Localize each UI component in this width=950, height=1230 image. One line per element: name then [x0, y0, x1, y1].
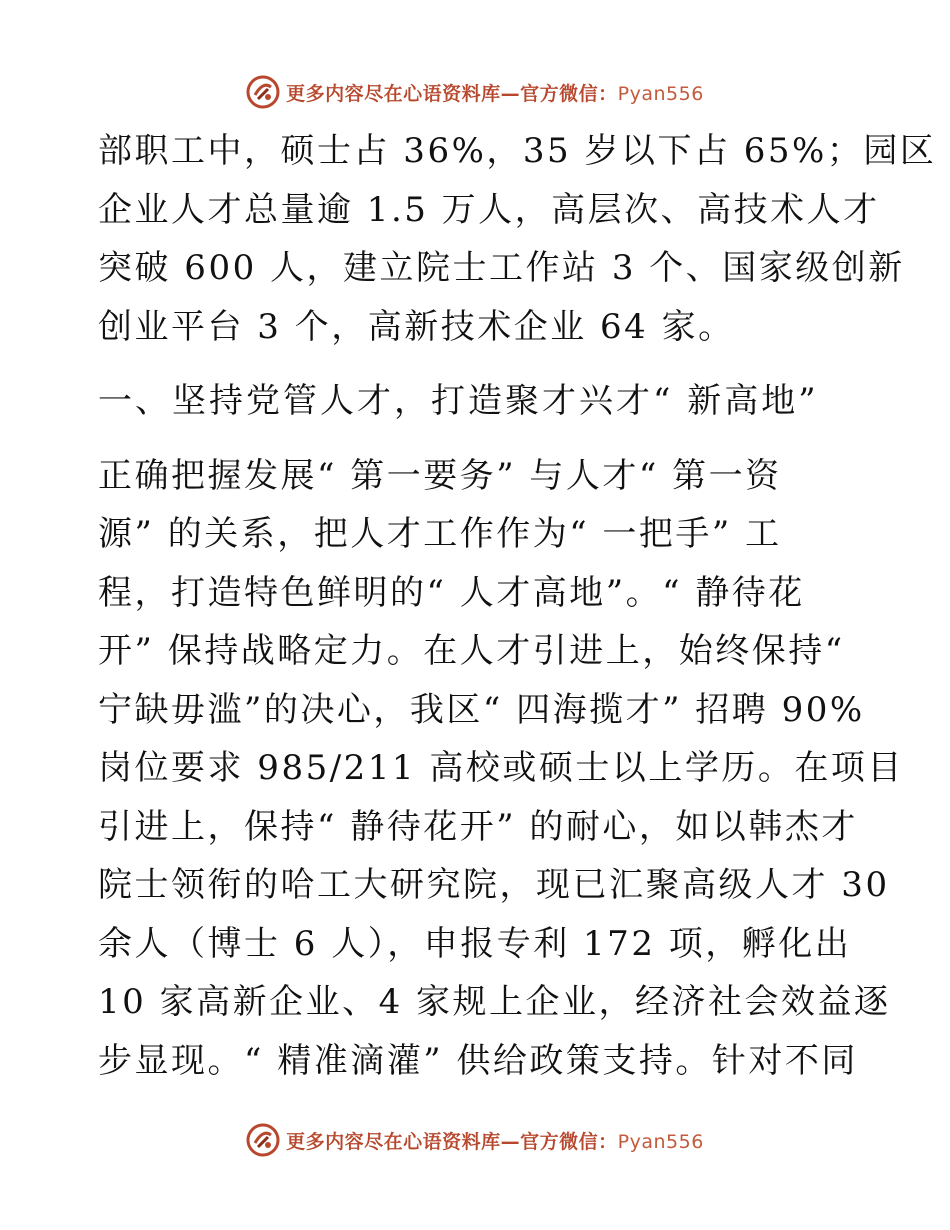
text-line: 源” 的关系，把人才工作作为“ 一把手” 工 [98, 514, 782, 554]
text-line: 突破 600 人，建立院士工作站 3 个、国家级创新 [98, 248, 905, 288]
text-line: 开” 保持战略定力。在人才引进上，始终保持“ [98, 631, 845, 671]
seal-logo-icon [246, 75, 280, 109]
text-line: 宁缺毋滥”的决心，我区“ 四海揽才” 招聘 90% [98, 689, 865, 730]
banner-main-text: 更多内容尽在心语资料库—官方微信： [286, 82, 618, 105]
text-line: 院士领衔的哈工大研究院，现已汇聚高级人才 30 [98, 865, 890, 905]
document-body [98, 122, 937, 1090]
text-line: 创业平台 3 个，高新技术企业 64 家。 [98, 306, 735, 347]
text-line: 引进上，保持“ 静待花开” 的耐心，如以韩杰才 [98, 806, 858, 847]
banner-text [286, 1127, 704, 1154]
footer-banner [0, 1120, 950, 1160]
text-line: 程，打造特色鲜明的“ 人才高地”。“ 静待花 [98, 572, 805, 613]
text-line: 余人（博士 6 人），申报专利 172 项，孵化出 [98, 923, 852, 964]
text-line: 步显现。“ 精准滴灌” 供给政策支持。针对不同 [98, 1040, 858, 1081]
text-line: 10 家高新企业、4 家规上企业，经济社会效益逐 [98, 982, 891, 1022]
banner-text [286, 79, 704, 106]
section-heading: 一、坚持党管人才，打造聚才兴才“ 新高地” [98, 381, 819, 421]
text-line: 企业人才总量逾 1.5 万人，高层次、高技术人才 [98, 189, 880, 230]
banner-wechat-id: Pyan556 [617, 82, 704, 105]
seal-logo-icon [246, 1123, 280, 1157]
text-line: 部职工中，硕士占 36%，35 岁以下占 65%；园区 [98, 131, 937, 171]
banner-wechat-id: Pyan556 [617, 1130, 704, 1153]
header-banner [0, 72, 950, 112]
text-line: 正确把握发展“ 第一要务” 与人才“ 第一资 [98, 455, 782, 496]
banner-main-text: 更多内容尽在心语资料库—官方微信： [286, 1130, 618, 1153]
text-line: 岗位要求 985/211 高校或硕士以上学历。在项目 [98, 748, 904, 788]
